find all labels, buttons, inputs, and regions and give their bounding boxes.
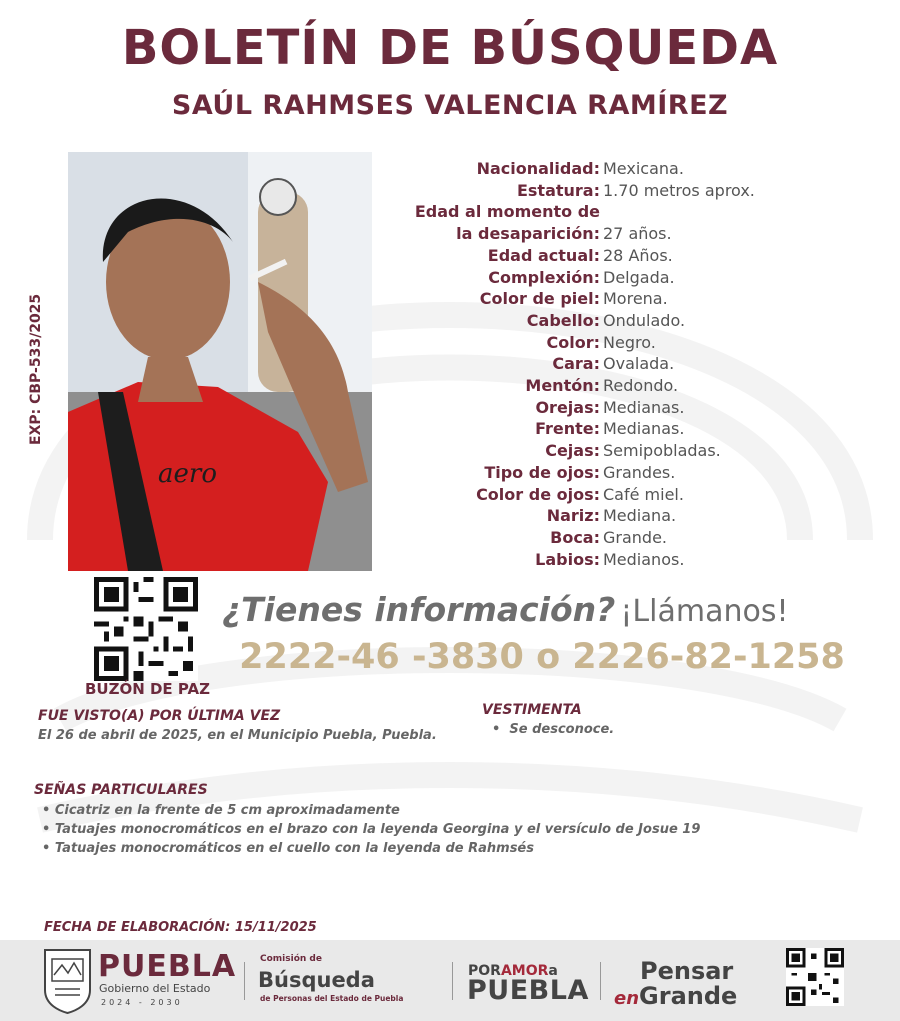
attribute-row: [380, 440, 890, 462]
attribute-row: [380, 484, 890, 506]
attribute-label: Cabello:: [526, 310, 600, 330]
attribute-label: Cara:: [552, 354, 600, 374]
person-photo: [68, 152, 372, 571]
attribute-value: Medianos.: [603, 549, 685, 569]
info-question: ¿Tienes información?: [222, 590, 616, 629]
attribute-row: [380, 527, 890, 549]
divider: [600, 962, 601, 1000]
list-item: • Tatuajes monocromáticos en el brazo con la leyenda Georgina y el versículo de Josue 19: [42, 820, 700, 839]
attribute-label: la desaparición:: [456, 224, 600, 244]
creation-date: FECHA DE ELABORACIÓN: 15/11/2025: [44, 920, 317, 935]
clothing-item: • Se desconoce.: [492, 722, 615, 737]
attribute-row: [380, 375, 890, 397]
attribute-label: Mentón:: [525, 376, 600, 396]
signs-list: [42, 801, 700, 858]
attribute-label: Nariz:: [546, 506, 600, 526]
attribute-row: [380, 353, 890, 375]
attribute-row: [380, 158, 890, 180]
list-item: • Cicatriz en la frente de 5 cm aproximadamente: [42, 801, 700, 820]
attribute-value: Medianas.: [603, 419, 685, 439]
attribute-value: [600, 201, 603, 223]
divider: [452, 962, 453, 1000]
comision-top: Comisión de: [260, 954, 322, 964]
attribute-label: Cejas:: [545, 441, 600, 461]
state-seal-logo: [40, 945, 95, 1015]
attribute-value: Morena.: [603, 289, 668, 309]
attribute-row: [380, 505, 890, 527]
attribute-label: Orejas:: [535, 397, 600, 417]
comision-bottom: de Personas del Estado de Puebla: [260, 994, 404, 1003]
attribute-label: Labios:: [535, 549, 600, 569]
attribute-label: Estatura:: [516, 180, 600, 200]
clothing-heading: VESTIMENTA: [482, 702, 582, 718]
attribute-row: [380, 267, 890, 289]
last-seen-heading: FUE VISTO(A) POR ÚLTIMA VEZ: [38, 708, 281, 724]
attribute-label: Frente:: [535, 419, 600, 439]
puebla-logo-text: PUEBLA: [98, 949, 237, 984]
attribute-label: Boca:: [550, 527, 600, 547]
bulletin-title: BOLETÍN DE BÚSQUEDA: [121, 20, 779, 76]
attribute-row: [380, 180, 890, 202]
attribute-value: 27 años.: [603, 224, 672, 244]
puebla-amor-text: PUEBLA: [467, 975, 589, 1006]
comision-busqueda: Búsqueda: [258, 968, 375, 992]
attribute-row: [380, 397, 890, 419]
attribute-value: Negro.: [603, 332, 656, 352]
attribute-label: Tipo de ojos:: [484, 462, 600, 482]
attribute-label: Edad actual:: [487, 245, 600, 265]
attribute-value: Mediana.: [603, 506, 677, 526]
por-amor-text: PORAMORa: [468, 963, 558, 979]
attribute-value: Café miel.: [603, 484, 684, 504]
attribute-value: 1.70 metros aprox.: [603, 180, 755, 200]
attribute-row: [380, 223, 890, 245]
attribute-label: Color de ojos:: [476, 484, 600, 504]
attribute-value: Delgada.: [603, 267, 675, 287]
phone-numbers[interactable]: 2222-46 -3830 o 2226-82-1258: [239, 637, 845, 677]
footer-qr-code[interactable]: [786, 948, 844, 1006]
person-name: SAÚL RAHMSES VALENCIA RAMÍREZ: [171, 90, 729, 121]
attribute-row: [380, 549, 890, 571]
attribute-value: Ondulado.: [603, 310, 686, 330]
list-item: • Tatuajes monocromáticos en el cuello con la leyenda de Rahmsés: [42, 839, 700, 858]
attribute-row: [380, 201, 890, 223]
attribute-label: Edad al momento de: [414, 202, 600, 222]
call-us: ¡Llámanos!: [620, 594, 789, 629]
years-text: 2024 - 2030: [101, 998, 183, 1007]
attribute-row: [380, 418, 890, 440]
attribute-value: 28 Años.: [603, 245, 673, 265]
svg-text:aero: aero: [158, 459, 217, 489]
attribute-label: Color de piel:: [479, 289, 600, 309]
attribute-row: [380, 310, 890, 332]
attribute-value: Grandes.: [603, 462, 676, 482]
attribute-value: Grande.: [603, 527, 668, 547]
attribute-label: Complexión:: [488, 267, 600, 287]
physical-attributes: [380, 158, 890, 570]
attribute-row: [380, 332, 890, 354]
info-prompt: [222, 590, 788, 629]
attribute-row: [380, 245, 890, 267]
attribute-value: Medianas.: [603, 397, 685, 417]
case-number: EXP: CBP-533/2025: [28, 293, 44, 445]
last-seen-text: El 26 de abril de 2025, en el Municipio Puebla, Puebla.: [38, 728, 437, 743]
attribute-value: Ovalada.: [603, 354, 675, 374]
attribute-value: Mexicana.: [603, 159, 684, 178]
attribute-row: [380, 462, 890, 484]
attribute-value: Semipobladas.: [603, 441, 721, 461]
pensar-text: Pensar: [640, 957, 734, 985]
attribute-row: [380, 288, 890, 310]
en-grande-text: enGrande: [614, 982, 738, 1010]
gobierno-text: Gobierno del Estado: [99, 982, 211, 995]
divider: [244, 962, 245, 1000]
qr-code-buzon[interactable]: [94, 577, 198, 681]
attribute-label: Color:: [546, 332, 600, 352]
attribute-label: Nacionalidad:: [476, 159, 600, 178]
qr-label: BUZÓN DE PAZ: [84, 680, 211, 698]
attribute-value: Redondo.: [603, 376, 679, 396]
signs-heading: SEÑAS PARTICULARES: [34, 782, 208, 798]
